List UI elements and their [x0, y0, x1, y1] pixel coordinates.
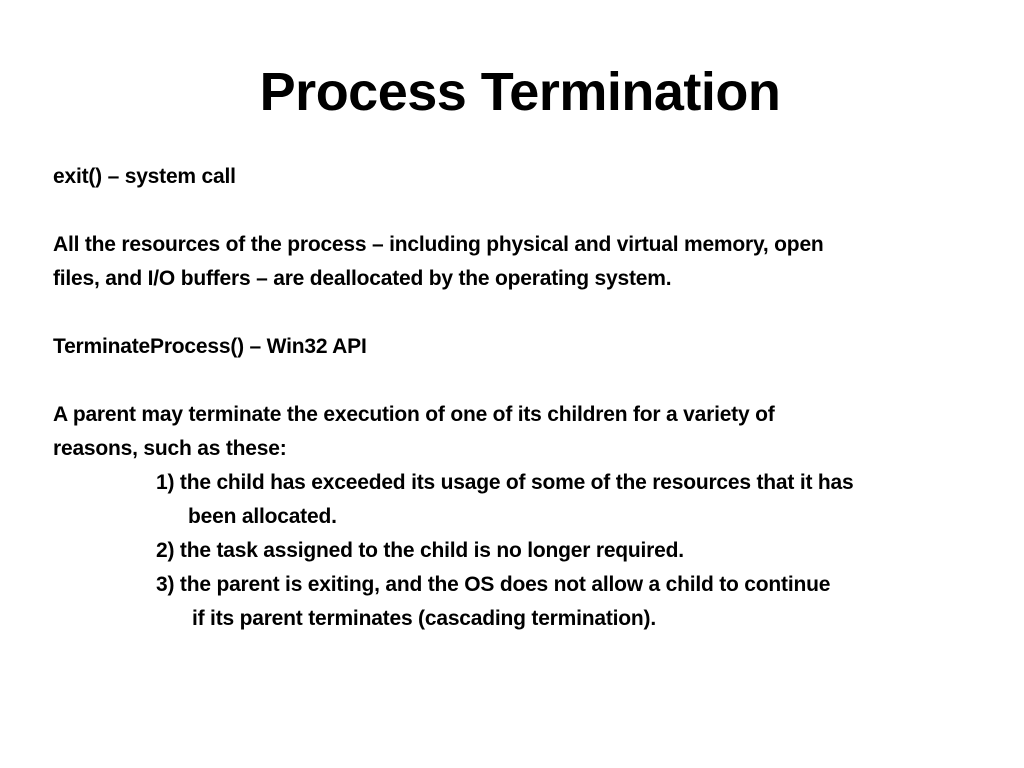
body-line-exit-call: exit() – system call	[53, 165, 236, 188]
slide-body	[53, 160, 1003, 636]
paragraph-gap	[53, 296, 1003, 330]
body-line-parent-1: A parent may terminate the execution of one of its children for a variety of	[53, 403, 775, 426]
list-item-1-continuation: been allocated.	[188, 505, 337, 528]
body-line-terminateprocess: TerminateProcess() – Win32 API	[53, 335, 367, 358]
list-item-3-continuation: if its parent terminates (cascading termination).	[192, 607, 656, 630]
list-item-1: 1) the child has exceeded its usage of some of the resources that it has	[156, 471, 854, 494]
list-item-3: 3) the parent is exiting, and the OS does not allow a child to continue	[156, 573, 831, 596]
body-line-resources-1: All the resources of the process – including physical and virtual memory, open	[53, 233, 824, 256]
paragraph-gap	[53, 194, 1003, 228]
body-line-resources-2: files, and I/O buffers – are deallocated by the operating system.	[53, 267, 672, 290]
slide-title: Process Termination	[259, 62, 781, 122]
list-item-2: 2) the task assigned to the child is no longer required.	[156, 539, 684, 562]
paragraph-gap	[53, 364, 1003, 398]
body-line-parent-2: reasons, such as these:	[53, 437, 287, 460]
